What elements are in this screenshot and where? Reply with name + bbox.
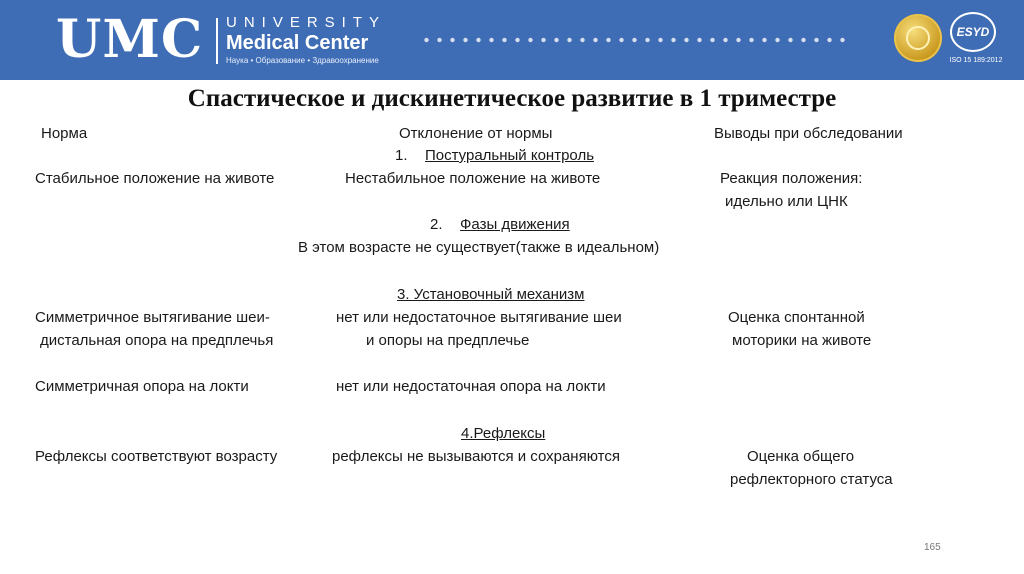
column-header-deviation: Отклонение от нормы xyxy=(399,125,553,142)
logo-divider xyxy=(216,18,218,64)
gold-seal-icon xyxy=(894,14,942,62)
slide-title: Спастическое и дискинетическое развитие в 1 триместре xyxy=(187,85,837,112)
section-2-note: В этом возрасте не существует(также в идеальном) xyxy=(298,239,660,256)
section-4-finding-line-1: Оценка общего xyxy=(747,448,855,465)
section-3-deviation-2: нет или недостаточная опора на локти xyxy=(336,378,606,395)
section-4-heading: 4.Рефлексы xyxy=(461,425,546,442)
section-3-finding-line-1: Оценка спонтанной xyxy=(728,309,865,326)
section-3-deviation-line-1: нет или недостаточное вытягивание шеи xyxy=(336,309,622,326)
section-3-finding-line-2: моторики на животе xyxy=(732,332,872,349)
section-1-finding-line-2: идельно или ЦНК xyxy=(725,193,848,210)
column-header-norm: Норма xyxy=(41,125,88,142)
section-3-norm-2: Симметричная опора на локти xyxy=(35,378,249,395)
section-4-finding-line-2: рефлекторного статуса xyxy=(730,471,893,488)
section-3-norm-line-1: Симметричное вытягивание шеи- xyxy=(35,309,270,326)
page-number: 165 xyxy=(924,542,941,553)
umc-logo: UMC xyxy=(56,9,204,70)
section-3-heading: 3. Установочный механизм xyxy=(397,286,585,303)
header-bar xyxy=(0,0,1024,80)
section-1-number: 1. xyxy=(395,147,408,164)
section-2-number: 2. xyxy=(430,216,443,233)
section-4-deviation: рефлексы не вызываются и сохраняются xyxy=(332,448,620,465)
logo-medical-center-text: Medical Center xyxy=(226,32,369,54)
decorative-dots xyxy=(420,36,850,44)
logo-university-text: UNIVERSITY xyxy=(226,14,387,31)
section-3-norm-line-2: дистальная опора на предплечья xyxy=(40,332,274,349)
section-3-deviation-line-2: и опоры на предплечье xyxy=(366,332,530,349)
iso-label: ISO 15 189:2012 xyxy=(949,57,1003,64)
section-1-deviation: Нестабильное положение на животе xyxy=(345,170,601,187)
logo-tagline: Наука • Образование • Здравоохранение xyxy=(226,56,379,65)
section-1-finding-line-1: Реакция положения: xyxy=(720,170,863,187)
section-2-heading: Фазы движения xyxy=(460,216,570,233)
section-1-norm: Стабильное положение на животе xyxy=(35,170,275,187)
esyd-logo-icon: ESYD xyxy=(950,12,996,52)
column-header-findings: Выводы при обследовании xyxy=(714,125,903,142)
section-4-norm: Рефлексы соответствуют возрасту xyxy=(35,448,278,465)
esyd-certification xyxy=(944,12,1008,74)
section-1-heading: Постуральный контроль xyxy=(425,147,595,164)
